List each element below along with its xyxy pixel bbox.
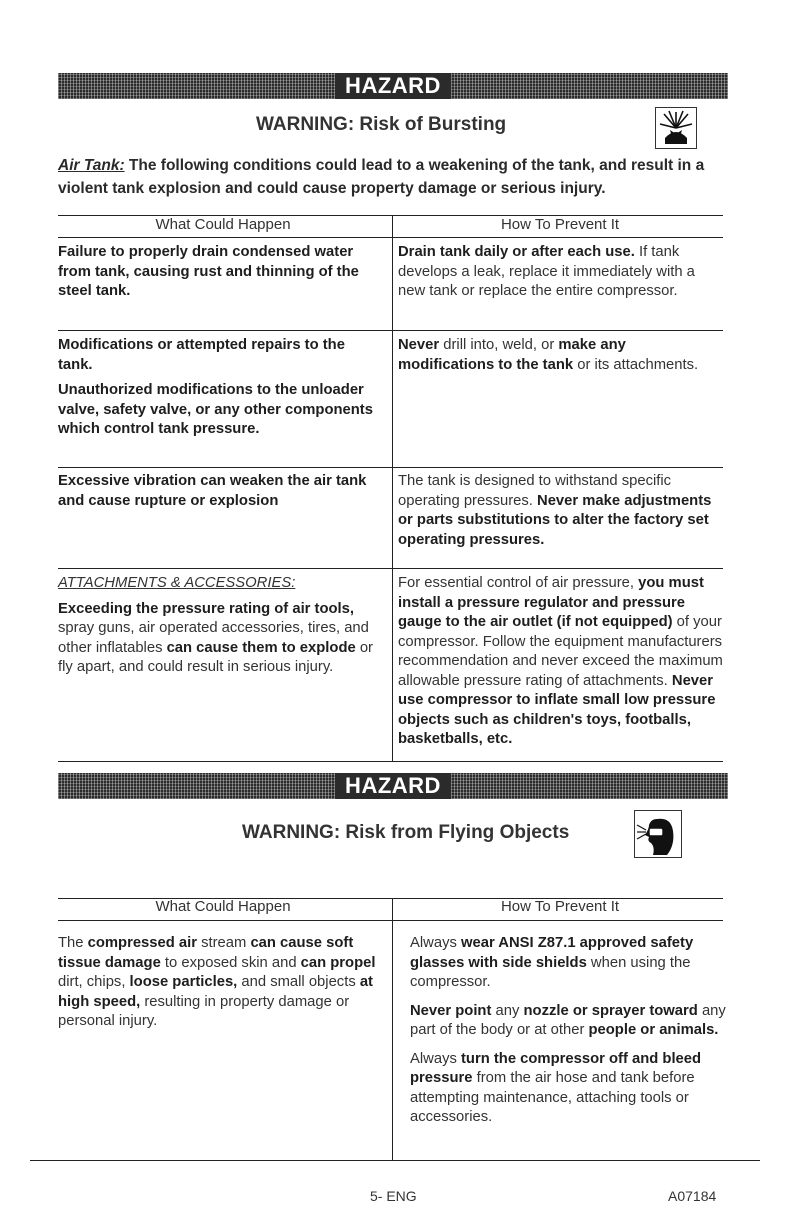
body-text: Always — [410, 935, 461, 951]
warning-title-bursting: WARNING: Risk of Bursting — [256, 114, 507, 135]
document-code: A07184 — [668, 1188, 717, 1204]
body-text: For essential control of air pressure, — [398, 575, 639, 591]
body-text: drill into, weld, or — [439, 337, 559, 353]
table-rule — [58, 920, 723, 921]
hazard-label: HAZARD — [335, 73, 451, 99]
table-row-prevent — [398, 336, 726, 375]
table-divider — [392, 215, 393, 761]
table-divider — [392, 898, 393, 1160]
body-text: to exposed skin and — [160, 954, 301, 971]
body-text: from the air hose and tank before attempting maintenance, attaching tools or accessories. — [410, 1070, 695, 1125]
table-rule — [58, 330, 723, 331]
bold-text: make any modifications to the tank — [398, 337, 626, 373]
cell-paragraph — [58, 600, 373, 678]
hazard-banner — [58, 73, 728, 99]
bold-text: Drain tank daily or after each use. — [398, 244, 635, 260]
intro-text: The following conditions could lead to a weakening of the tank, and result in a violent tank explosion and could cause property damage or serious injury. — [58, 157, 705, 197]
bold-text: you must install a pressure regulator and pressure gauge to the air outlet (if not equipped) — [398, 575, 704, 630]
cell-paragraph — [398, 243, 726, 302]
table-row-happen — [58, 574, 373, 678]
flying-happen-cell — [58, 934, 376, 1032]
cell-paragraph — [58, 472, 373, 511]
body-text: and small objects — [237, 974, 360, 990]
body-text: resulting in property damage or personal injury. — [58, 993, 350, 1029]
air-tank-intro — [58, 154, 738, 200]
body-text: The tank is designed to withstand specific operating pressures. — [398, 473, 672, 509]
bold-text: Never use compressor to inflate small low pressure objects such as children's toys, footballs, basketballs, etc. — [398, 672, 716, 747]
bold-text: Unauthorized modifications to the unloader valve, safety valve, or any other components which control tank pressure. — [58, 382, 373, 437]
bold-text: loose particles, — [129, 974, 238, 990]
table-rule — [58, 237, 723, 238]
bold-text: at high speed, — [58, 974, 373, 1010]
cell-paragraph — [398, 336, 726, 375]
cell-paragraph — [398, 574, 726, 750]
column-header-happen: What Could Happen — [155, 216, 291, 233]
column-header-happen: What Could Happen — [155, 898, 291, 915]
body-text: any — [491, 1002, 524, 1019]
bold-text: Excessive vibration can weaken the air tank and cause rupture or explosion — [58, 473, 367, 509]
bold-text: Never make adjustments or parts substitutions to alter the factory set operating pressures. — [398, 492, 712, 548]
cell-paragraph — [58, 336, 373, 375]
cell-paragraph — [58, 934, 376, 1032]
cell-paragraph — [398, 472, 726, 550]
table-rule — [58, 467, 723, 468]
bold-text: wear ANSI Z87.1 approved safety glasses with side shields — [410, 935, 694, 971]
cell-paragraph — [410, 1050, 728, 1128]
bold-text: turn the compressor off and bleed pressure — [410, 1050, 702, 1086]
cell-paragraph — [410, 1002, 728, 1041]
hazard-label: HAZARD — [335, 773, 451, 799]
table-row-prevent — [398, 243, 726, 302]
table-rule — [30, 1160, 760, 1161]
table-rule — [58, 568, 723, 569]
warning-title-flying-objects: WARNING: Risk from Flying Objects — [242, 822, 570, 843]
table-row-happen — [58, 472, 373, 511]
cell-paragraph — [58, 574, 373, 594]
table-rule — [58, 761, 723, 762]
page-number: 5- ENG — [370, 1188, 417, 1204]
body-text: Always — [410, 1050, 461, 1067]
table-row-prevent — [398, 472, 726, 550]
bold-text: Modifications or attempted repairs to the tank. — [58, 337, 345, 373]
column-header-prevent: How To Prevent It — [500, 216, 620, 233]
intro-lead: Air Tank: — [58, 157, 125, 174]
column-header-prevent: How To Prevent It — [500, 898, 620, 915]
hazard-banner — [58, 773, 728, 799]
body-text: dirt, chips, — [58, 974, 130, 990]
cell-paragraph — [58, 381, 373, 440]
body-text: when using the compressor. — [410, 954, 691, 990]
bold-text: Failure to properly drain condensed water from tank, causing rust and thinning of the steel tank. — [58, 244, 359, 299]
cell-paragraph — [58, 243, 373, 302]
table-row-prevent — [398, 574, 726, 750]
flying-prevent-cell — [410, 934, 728, 1128]
bursting-tank-icon — [655, 107, 697, 149]
body-text: or fly apart, and could result in serious injury. — [58, 639, 373, 675]
bold-text: Never — [398, 337, 440, 353]
body-text: spray guns, air operated accessories, tires, and other inflatables — [58, 620, 369, 656]
bold-text: can propel — [300, 954, 376, 971]
bold-text: can cause soft tissue damage — [58, 935, 354, 971]
body-text: stream — [197, 935, 251, 951]
bold-text: people or animals. — [588, 1022, 719, 1038]
bold-text: nozzle or sprayer toward — [523, 1002, 698, 1019]
body-text: any part of the body or at other — [410, 1002, 726, 1038]
bold-text: Never point — [410, 1002, 492, 1019]
bold-text: Exceeding the pressure rating of air tools, — [58, 600, 355, 617]
body-text: of your compressor. Follow the equipment manufacturers recommendation and never exceed the maximum allowable pressure rating of attachments. — [398, 614, 723, 689]
cell-paragraph — [410, 934, 728, 993]
table-row-happen — [58, 243, 373, 302]
bold-text: can cause them to explode — [166, 639, 356, 656]
safety-goggles-face-icon — [634, 810, 682, 858]
table-row-happen — [58, 336, 373, 440]
body-text: The — [58, 935, 88, 951]
body-text: If tank develops a leak, replace it immediately with a new tank or replace the entire compressor. — [398, 244, 695, 299]
body-text: or its attachments. — [573, 356, 699, 373]
section-heading: ATTACHMENTS & ACCESSORIES: — [58, 575, 296, 591]
bold-text: compressed air — [87, 935, 197, 951]
